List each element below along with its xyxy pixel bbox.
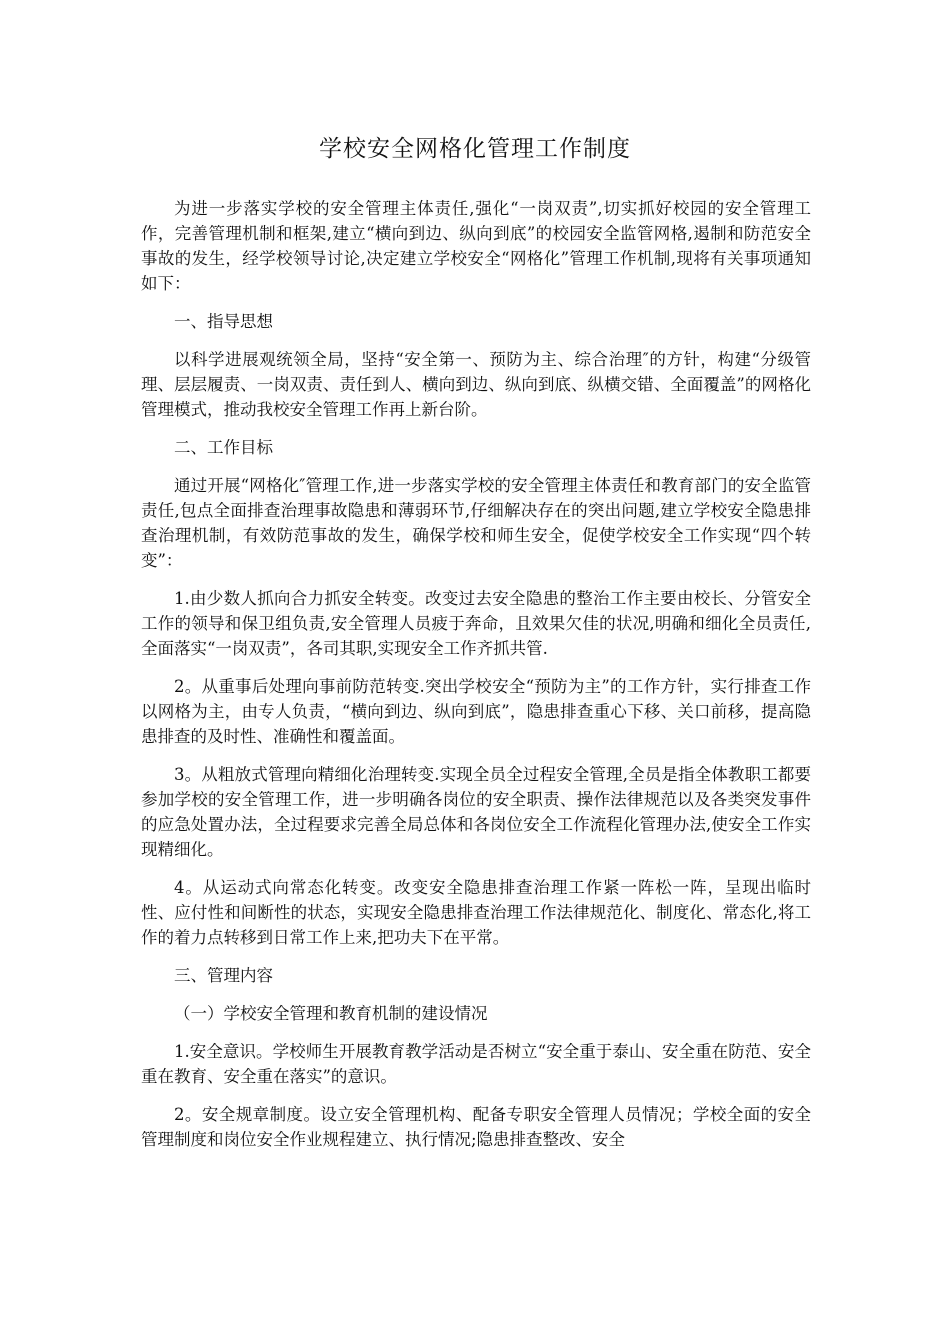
paragraph-goal-1: 1.由少数人抓向合力抓安全转变。改变过去安全隐患的整治工作主要由校长、分管安全工作的领导和保卫组负责,安全管理人员疲于奔命，且效果欠佳的状况,明确和细化全员责任,全面落实“一岗双责”，各司其职,实现安全工作齐抓共管.	[141, 589, 811, 658]
section-heading-work-goals: 二、工作目标	[174, 438, 273, 457]
paragraph-work-goals: 通过开展“网格化″管理工作,进一步落实学校的安全管理主体责任和教育部门的安全监管责任,包点全面排查治理事故隐患和薄弱环节,仔细解决存在的突出问题,建立学校安全隐患排查治理机制，有效防范事故的发生，确保学校和师生安全，促使学校安全工作实现“四个转变”：	[141, 476, 811, 570]
section-heading-management-content: 三、管理内容	[174, 966, 273, 985]
section-heading-guiding-thought: 一、指导思想	[174, 312, 273, 331]
document-body	[141, 196, 811, 1152]
subsection-heading-mechanism: （一）学校安全管理和教育机制的建设情况	[174, 1004, 488, 1023]
paragraph-goal-2: 2。从重事后处理向事前防范转变.突出学校安全“预防为主”的工作方针，实行排查工作以网格为主，由专人负责，“横向到边、纵向到底”，隐患排查重心下移、关口前移，提高隐患排查的及时性、准确性和覆盖面。	[141, 677, 811, 746]
document-title: 学校安全网格化管理工作制度	[319, 136, 631, 162]
paragraph-goal-4: 4。从运动式向常态化转变。改变安全隐患排查治理工作紧一阵松一阵，呈现出临时性、应付性和间断性的状态，实现安全隐患排查治理工作法律规范化、制度化、常态化,将工作的着力点转移到日常工作上来,把功夫下在平常。	[141, 878, 811, 947]
paragraph-intro: 为进一步落实学校的安全管理主体责任,强化“一岗双责”,切实抓好校园的安全管理工作，完善管理机制和框架,建立“横向到边、纵向到底”的校园安全监管网格,遏制和防范安全事故的发生，经学校领导讨论,决定建立学校安全“网格化”管理工作机制,现将有关事项通知如下：	[141, 199, 811, 293]
paragraph-safety-rules: 2。安全规章制度。设立安全管理机构、配备专职安全管理人员情况；学校全面的安全管理制度和岗位安全作业规程建立、执行情况;隐患排查整改、安全	[141, 1105, 811, 1149]
paragraph-guiding-thought: 以科学进展观统领全局，坚持“安全第一、预防为主、综合治理″的方针，构建“分级管理、层层履责、一岗双责、责任到人、横向到边、纵向到底、纵横交错、全面覆盖”的网格化管理模式，推动我校安全管理工作再上新台阶。	[141, 350, 811, 419]
paragraph-safety-awareness: 1.安全意识。学校师生开展教育教学活动是否树立“安全重于泰山、安全重在防范、安全重在教育、安全重在落实”的意识。	[141, 1042, 811, 1086]
paragraph-goal-3: 3。从粗放式管理向精细化治理转变.实现全员全过程安全管理,全员是指全体教职工都要参加学校的安全管理工作，进一步明确各岗位的安全职责、操作法律规范以及各类突发事件的应急处置办法，全过程要求完善全局总体和各岗位安全工作流程化管理办法,使安全工作实现精细化。	[141, 765, 811, 859]
